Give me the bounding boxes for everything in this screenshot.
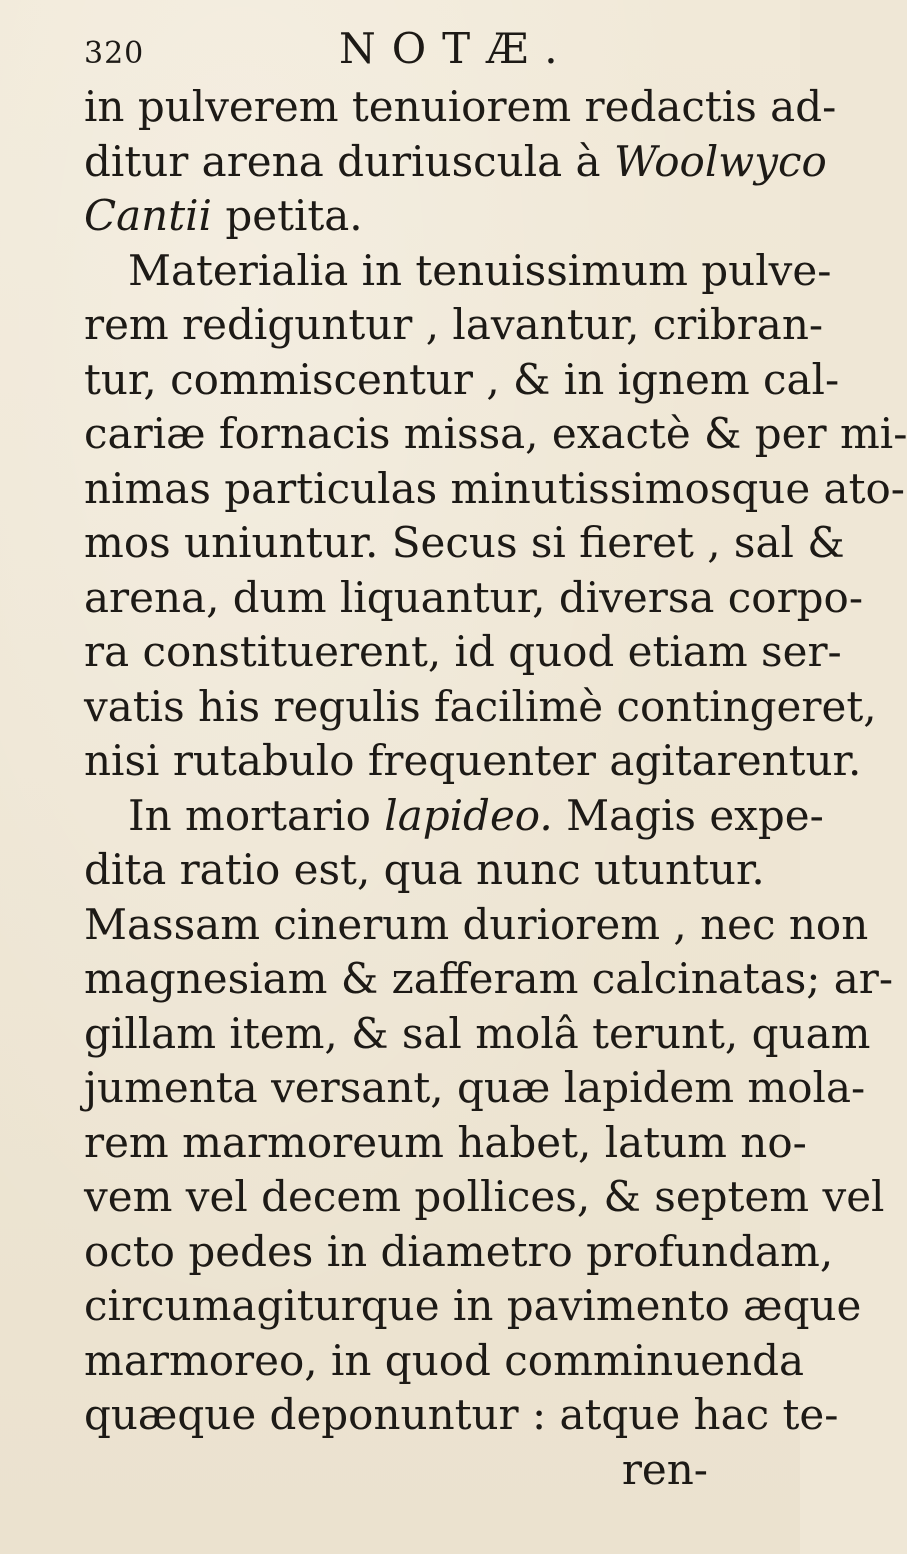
text-line: cariæ fornacis missa, exactè & per mi- [84, 409, 907, 458]
running-head: NOTÆ. [339, 24, 574, 73]
text-line: dita ratio est, qua nunc utuntur. [84, 845, 765, 894]
text-line: quæque deponuntur : atque hac te- [84, 1390, 839, 1439]
text-line [84, 135, 827, 190]
text-line: Massam cinerum duriorem , nec non [84, 899, 869, 949]
catchword: ren- [621, 1444, 708, 1494]
text-line: arena, dum liquantur, diversa corpo- [84, 572, 864, 622]
text-line: magnesiam & zafferam calcinatas; ar- [84, 954, 894, 1003]
text-line: rem rediguntur , lavantur, cribran- [84, 300, 824, 349]
text-line-part: petita. [225, 191, 363, 240]
text-line: vem vel decem pollices, & septem vel [84, 1172, 885, 1221]
text-line-part: Magis expe- [566, 790, 824, 840]
italic-word: lapideo. [384, 790, 553, 840]
text-line: nimas particulas minutissimosque ato- [84, 463, 905, 513]
text-line: tur, commiscentur , & in ignem cal- [84, 354, 840, 404]
text-line: circumagiturque in pavimento æque [84, 1281, 862, 1330]
italic-place-name: Woolwyco [613, 136, 827, 186]
text-line [84, 189, 724, 244]
text-line: marmoreo, in quod comminuenda [84, 1335, 805, 1385]
text-line: octo pedes in diametro profundam, [84, 1226, 834, 1276]
text-line-part: ditur arena duriuscula à [84, 136, 601, 186]
text-line: nisi rutabulo frequenter agitarentur. [84, 736, 862, 785]
text-line: rem marmoreum habet, latum no- [84, 1117, 807, 1167]
text-line: vatis his regulis facilimè contingeret, [84, 681, 877, 731]
page-number: 320 [84, 36, 145, 71]
text-line [84, 789, 824, 844]
text-line: in pulverem tenuiorem redactis ad- [84, 82, 837, 131]
body-text [84, 80, 907, 1497]
text-line: mos uniuntur. Secus si fieret , sal & [84, 518, 845, 567]
page-header [84, 24, 744, 74]
italic-place-name: Cantii [84, 191, 212, 240]
text-line-part: In mortario [128, 790, 371, 840]
text-line: gillam item, & sal molâ terunt, quam [84, 1008, 871, 1058]
text-line: jumenta versant, quæ lapidem mola- [84, 1063, 866, 1112]
text-line: ra constituerent, id quod etiam ser- [84, 627, 842, 676]
text-line: Materialia in tenuissimum pulve- [128, 245, 832, 295]
